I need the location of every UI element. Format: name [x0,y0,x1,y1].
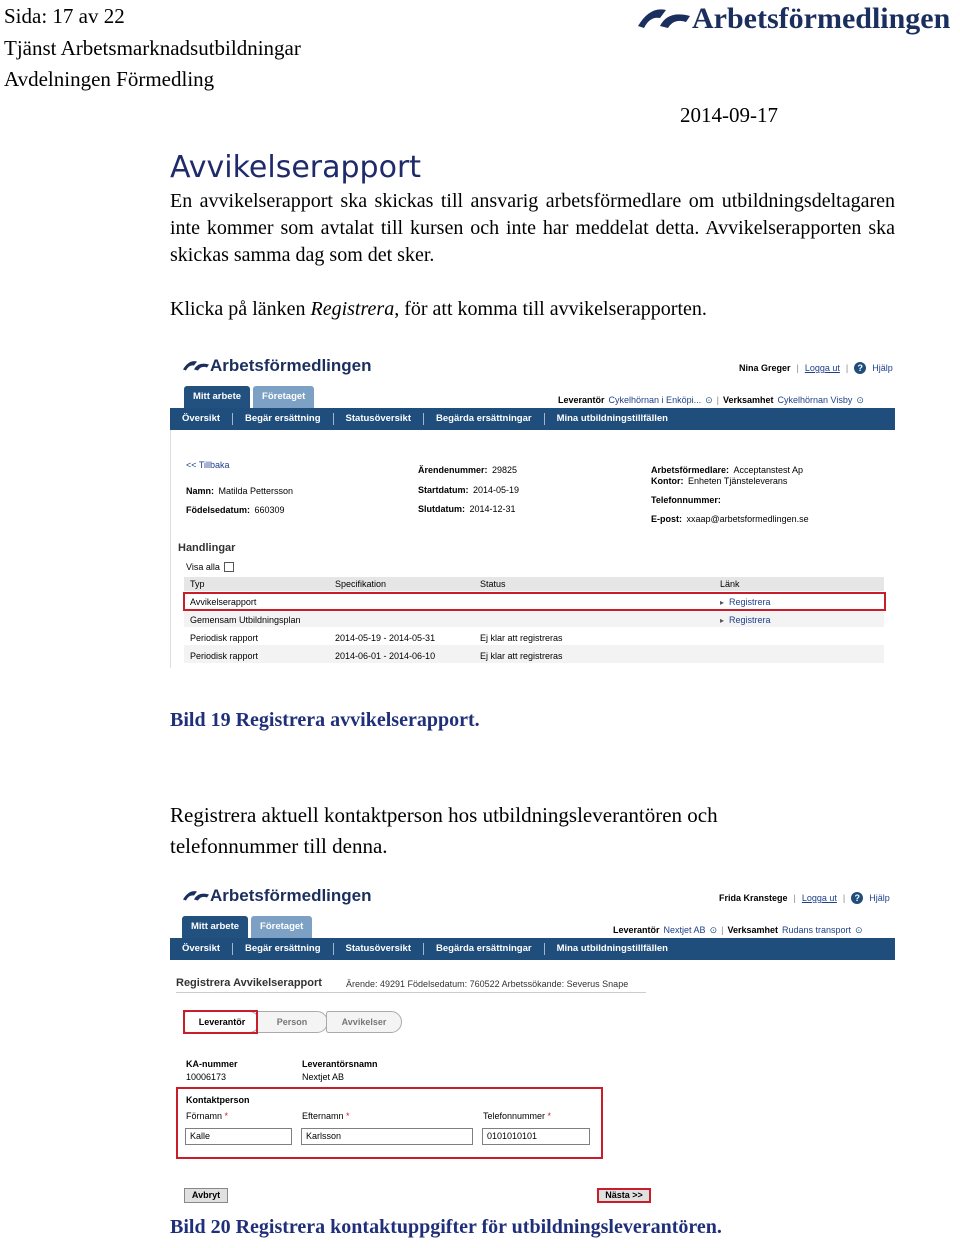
kontakt-heading: Kontaktperson [186,1095,250,1105]
org-line-1: Tjänst Arbetsmarknadsutbildningar [4,36,301,60]
visa-alla-checkbox[interactable] [224,562,234,572]
user-bar [719,892,890,904]
next-button[interactable]: Nästa >> [597,1188,651,1203]
fornamn-label [186,1111,228,1121]
chevron-down-icon[interactable]: ⊙ [705,395,713,405]
tab-mitt-arbete[interactable]: Mitt arbete [184,386,250,408]
leverantor-select[interactable]: Cykelhörnan i Enköpi... [608,395,702,405]
chevron-down-icon[interactable]: ⊙ [856,395,864,405]
column-header: Typ [190,579,205,589]
table-header-lank [720,579,740,589]
menu-begarda-ersattningar[interactable]: Begärda ersättningar [424,943,545,955]
column-header: Specifikation [335,579,387,589]
fornamn-label-text: Förnamn [186,1111,223,1121]
section-title: Avvikelserapport [170,150,422,185]
af-value: Acceptanstest Ap [733,465,804,475]
arende-value: 29825 [491,465,517,475]
caption-bild-20: Bild 20 Registrera kontaktuppgifter för utbildningsleverantören. [170,1216,722,1238]
column-header: Status [480,579,506,589]
leverantor-label: Leverantör [613,925,660,935]
step-person[interactable]: Person [256,1011,328,1033]
abort-button[interactable]: Avbryt [184,1188,228,1203]
sub-menu [170,938,895,960]
header-logo [636,2,950,36]
chevron-down-icon[interactable]: ⊙ [855,925,863,935]
cell-spec: 2014-06-01 - 2014-06-10 [335,651,436,661]
arende-label: Ärendenummer: [418,465,488,475]
ka-value: 10006173 [186,1072,227,1082]
main-tabs [182,916,315,938]
user-name: Frida Kranstege [719,893,788,903]
app-logo [182,356,372,376]
required-marker: * [224,1111,229,1121]
verksamhet-select[interactable]: Cykelhörnan Visby [777,395,853,405]
cell-typ: Avvikelserapport [190,597,257,607]
caption-bild-19: Bild 19 Registrera avvikelserapport. [170,709,480,731]
app-logo-text: Arbetsförmedlingen [210,886,372,905]
back-link[interactable]: << Tillbaka [186,460,230,470]
efternamn-label [302,1111,350,1121]
cell-status: Ej klar att registreras [480,651,563,661]
help-icon[interactable]: ? [854,362,866,374]
tab-foretaget[interactable]: Företaget [251,916,312,938]
leverantor-select[interactable]: Nextjet AB [663,925,706,935]
separator: | [716,395,719,405]
levnamn-label: Leverantörsnamn [302,1059,378,1069]
user-name: Nina Greger [739,363,791,373]
menu-begarda-ersattningar[interactable]: Begärda ersättningar [424,413,545,425]
arbetsformedlingen-logo-icon [182,887,210,905]
slut-field [418,499,516,517]
arende-field [418,460,517,478]
header-date: 2014-09-17 [680,103,778,127]
paragraph-emphasis: Registrera [310,298,395,320]
visa-alla [186,562,234,572]
table-row [190,633,258,643]
cell-typ: Periodisk rapport [190,633,259,643]
tab-foretaget[interactable]: Företaget [253,386,314,408]
menu-begar-ersattning[interactable]: Begär ersättning [233,413,334,425]
table-cell [480,651,563,661]
help-link[interactable]: Hjälp [869,893,890,903]
table-header-spec [335,579,386,589]
main-tabs [184,386,317,408]
help-icon[interactable]: ? [851,892,863,904]
menu-oversikt[interactable]: Översikt [170,943,233,955]
form-title: Registrera Avvikelserapport [176,977,322,989]
separator: | [842,893,846,903]
telefon-label-text: Telefonnummer [483,1111,546,1121]
namn-label: Namn: [186,486,215,496]
app-logo [182,886,372,906]
separator: | [796,363,799,373]
start-label: Startdatum: [418,485,469,495]
kontor-value: Enheten Tjänsteleverans [687,476,788,486]
menu-begar-ersattning[interactable]: Begär ersättning [233,943,334,955]
leverantor-label: Leverantör [558,395,605,405]
column-header: Länk [720,579,740,589]
logout-link[interactable]: Logga ut [804,363,840,373]
screenshot-kontaktuppgifter [170,878,895,1210]
paragraph-kontaktperson: Registrera aktuell kontaktperson hos utbildningsleverantören och telefonnummer till denna. [170,803,718,858]
paragraph-intro: En avvikelserapport ska skickas till ansvarig arbetsförmedlare om utbildningsdeltagaren inte kommer som avtalat till kursen och inte har meddelat detta. Avvikelserapporten ska skickas samma dag som det sker. [170,190,895,266]
menu-statusoversikt[interactable]: Statusöversikt [334,943,424,955]
app-logo-text: Arbetsförmedlingen [210,356,372,375]
context-bar [613,925,863,936]
slut-value: 2014-12-31 [469,504,516,514]
efternamn-input[interactable]: Karlsson [301,1128,473,1145]
fodd-field [186,500,285,518]
telefon-label [483,1111,551,1121]
cell-spec: 2014-05-19 - 2014-05-31 [335,633,436,643]
paragraph-instructions [170,296,895,323]
step-avvikelser[interactable]: Avvikelser [326,1011,402,1033]
table-row [190,651,258,661]
fornamn-input[interactable]: Kalle [185,1128,292,1145]
handlingar-heading: Handlingar [178,542,236,554]
start-value: 2014-05-19 [472,485,520,495]
sub-menu [170,408,895,430]
help-link[interactable]: Hjälp [872,363,893,373]
required-marker: * [547,1111,552,1121]
registrera-link[interactable]: Registrera [729,615,771,625]
tab-mitt-arbete[interactable]: Mitt arbete [182,916,248,938]
levnamn-value: Nextjet AB [302,1072,345,1082]
slut-label: Slutdatum: [418,504,465,514]
kontor-label: Kontor: [651,476,684,486]
chevron-down-icon[interactable]: ⊙ [709,925,718,935]
menu-mina-utbildningstillfallen[interactable]: Mina utbildningstillfällen [556,413,668,424]
table-cell [480,633,563,643]
registrera-link-row[interactable] [720,615,771,625]
fodd-label: Födelsedatum: [186,505,251,515]
menu-mina-utbildningstillfallen[interactable]: Mina utbildningstillfällen [556,943,668,954]
separator: | [793,893,796,903]
divider [176,992,646,993]
paragraph-text: , för att komma till avvikelserapporten. [394,298,707,320]
tel-label: Telefonnummer: [651,495,721,505]
arrow-right-icon: ▸ [720,615,725,625]
table-header-typ [190,579,205,589]
cell-typ: Gemensam Utbildningsplan [190,615,301,625]
tel-field [651,490,721,508]
efternamn-label-text: Efternamn [302,1111,344,1121]
table-header-status [480,579,506,589]
verksamhet-select[interactable]: Rudans transport [782,925,852,935]
epost-label: E-post: [651,514,682,524]
verksamhet-label: Verksamhet [727,925,778,935]
separator: | [721,925,724,935]
epost-value: xxaap@arbetsformedlingen.se [686,514,809,524]
context-bar [558,395,864,406]
screenshot-registrera [170,348,895,668]
menu-oversikt[interactable]: Översikt [170,413,233,425]
table-cell [335,633,435,643]
fodd-value: 660309 [254,505,285,515]
namn-field [186,481,293,499]
arrow-right-icon: ▸ [720,597,725,607]
kontor-field [651,471,787,489]
step-leverantor[interactable]: Leverantör [184,1011,260,1033]
required-marker: * [346,1111,350,1121]
cell-typ: Periodisk rapport [190,651,259,661]
paragraph-text: Klicka på länken [170,298,311,320]
start-field [418,480,519,498]
arbetsformedlingen-logo-icon [636,4,692,34]
table-row [190,615,301,625]
verksamhet-label: Verksamhet [722,395,774,405]
registrera-link[interactable]: Registrera [729,597,771,607]
table-header [184,577,884,591]
telefon-input[interactable]: 0101010101 [482,1128,590,1145]
table-cell [335,651,435,661]
org-line-2: Avdelningen Förmedling [4,67,215,91]
menu-statusoversikt[interactable]: Statusöversikt [334,413,424,425]
af-label: Arbetsförmedlare: [651,465,730,475]
user-bar [739,362,893,374]
page-number: Sida: 17 av 22 [4,4,125,28]
visa-alla-label: Visa alla [186,562,220,572]
divider [170,430,171,668]
highlight-leverantor-step [183,1010,258,1034]
logo-text: Arbetsförmedlingen [692,2,951,35]
arbetsformedlingen-logo-icon [182,357,210,375]
cell-status: Ej klar att registreras [480,633,563,643]
separator: | [845,363,849,373]
epost-field [651,509,809,527]
highlight-avvikelserapport-row [183,592,886,611]
logout-link[interactable]: Logga ut [801,893,837,903]
case-info: Ärende: 49291 Födelsedatum: 760522 Arbetssökande: Severus Snape [346,979,629,989]
ka-label: KA-nummer [186,1059,238,1069]
namn-value: Matilda Pettersson [218,486,294,496]
